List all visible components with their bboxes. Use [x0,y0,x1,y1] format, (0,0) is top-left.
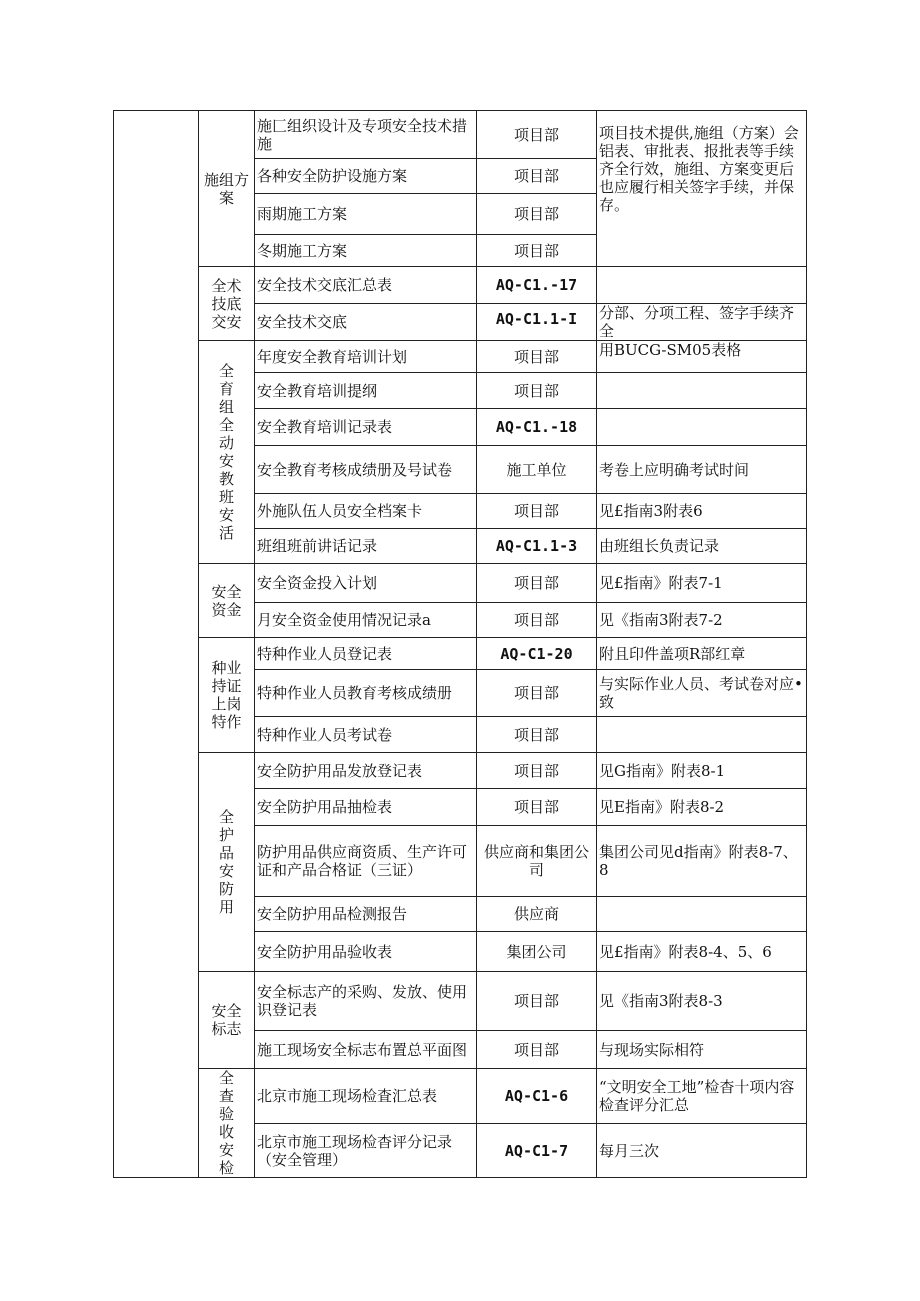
category-cell: 安全标志 [199,972,255,1069]
category-cell: 施组方案 [199,111,255,267]
item-responsible: 项目部 [477,159,597,194]
item-code: AQ-C1-20 [477,638,597,670]
category-cell: 全术技底交安 [199,267,255,341]
item-code: AQ-C1-7 [477,1124,597,1178]
item-name: 安全教育考核成绩册及号试卷 [255,446,477,494]
safety-document-table [113,110,807,1178]
item-code: AQ-C1-6 [477,1069,597,1124]
item-name: 雨期施工方案 [255,194,477,235]
item-note: 集团公司见d指南》附表8-7、8 [597,826,807,897]
item-note: 见£指南3附表6 [597,494,807,529]
item-responsible: 项目部 [477,753,597,789]
item-note: 分部、分项工程、签字手续齐全 [597,304,807,341]
item-note: 与实际作业人员、考试卷对应•致 [597,670,807,717]
item-code: AQ-C1.-18 [477,409,597,446]
item-note: 用BUCG-SM05表格 [597,341,807,373]
item-name: 各种安全防护设施方案 [255,159,477,194]
item-responsible: 项目部 [477,789,597,826]
item-name: 安全防护用品抽检表 [255,789,477,826]
item-note [597,409,807,446]
item-note: 项目技术提供,施组（方案）会铝表、审批表、报批表等手续齐全行效，施组、方案变更后也应履行相关签字手续，并保存。 [597,111,807,267]
item-name: 特种作业人员教育考核成绩册 [255,670,477,717]
item-name: 施匚组织设计及专项安全技术措施 [255,111,477,159]
item-responsible: 项目部 [477,235,597,267]
item-responsible: 集团公司 [477,932,597,972]
item-name: 年度安全教育培训计划 [255,341,477,373]
item-note: 见£指南》附表7-1 [597,564,807,603]
item-name: 施工现场安全标志布置总平面图 [255,1031,477,1069]
item-name: 冬期施工方案 [255,235,477,267]
item-note: 附且印件盖项R部红章 [597,638,807,670]
item-note [597,897,807,932]
category-cell: 种业持证上岗特作 [199,638,255,753]
item-name: 北京市施工现场检杳评分记录（安全管理） [255,1124,477,1178]
item-responsible: 供应商 [477,897,597,932]
category-cell: 全护品安防用 [199,753,255,972]
category-cell: 全育组全动安教班安活 [199,341,255,564]
item-name: 外施队伍人员安全档案卡 [255,494,477,529]
item-code: AQ-C1.1-I [477,304,597,341]
item-responsible: 项目部 [477,670,597,717]
item-name: 安全技术交底汇总表 [255,267,477,304]
item-note [597,717,807,753]
item-note: 见£指南》附表8-4、5、6 [597,932,807,972]
item-note: 见G指南》附表8-1 [597,753,807,789]
outer-blank-cell [114,111,199,1178]
item-note: 每月三次 [597,1124,807,1178]
item-name: 安全标志产的采购、发放、使用识登记表 [255,972,477,1031]
item-name: 安全防护用品检测报告 [255,897,477,932]
item-name: 北京市施工现场检査汇总表 [255,1069,477,1124]
item-responsible: 项目部 [477,1031,597,1069]
item-responsible: 项目部 [477,373,597,409]
item-code: AQ-C1.1-3 [477,529,597,564]
item-name: 安全教育培训记录表 [255,409,477,446]
item-name: 安全资金投入计划 [255,564,477,603]
item-responsible: 施工单位 [477,446,597,494]
item-code: AQ-C1.-17 [477,267,597,304]
item-note [597,267,807,304]
item-note: 见《指南3附表7-2 [597,603,807,638]
item-note [597,373,807,409]
item-name: 防护用品供应商资质、生产许可证和产品合格证（三证） [255,826,477,897]
item-responsible: 项目部 [477,717,597,753]
item-name: 安全防护用品发放登记表 [255,753,477,789]
item-note: 由班组长负责记录 [597,529,807,564]
item-name: 安全教育培训提纲 [255,373,477,409]
item-responsible: 项目部 [477,194,597,235]
category-cell: 安全资金 [199,564,255,638]
item-responsible: 项目部 [477,494,597,529]
item-name: 特种作业人员考试卷 [255,717,477,753]
item-name: 班组班前讲话记录 [255,529,477,564]
item-name: 安全防护用品验收表 [255,932,477,972]
item-responsible: 项目部 [477,972,597,1031]
item-responsible: 项目部 [477,603,597,638]
item-note: “文明安全工地”检杳十项内容检查评分汇总 [597,1069,807,1124]
item-responsible: 项目部 [477,564,597,603]
item-note: 考卷上应明确考试时间 [597,446,807,494]
item-name: 月安全资金使用情况记录a [255,603,477,638]
item-note: 与现场实际相符 [597,1031,807,1069]
item-responsible: 项目部 [477,341,597,373]
item-responsible: 项目部 [477,111,597,159]
item-note: 见《指南3附表8-3 [597,972,807,1031]
category-cell: 全查验收安检 [199,1069,255,1178]
item-responsible: 供应商和集团公司 [477,826,597,897]
item-name: 特种作业人员登记表 [255,638,477,670]
item-note: 见E指南》附表8-2 [597,789,807,826]
item-name: 安全技术交底 [255,304,477,341]
